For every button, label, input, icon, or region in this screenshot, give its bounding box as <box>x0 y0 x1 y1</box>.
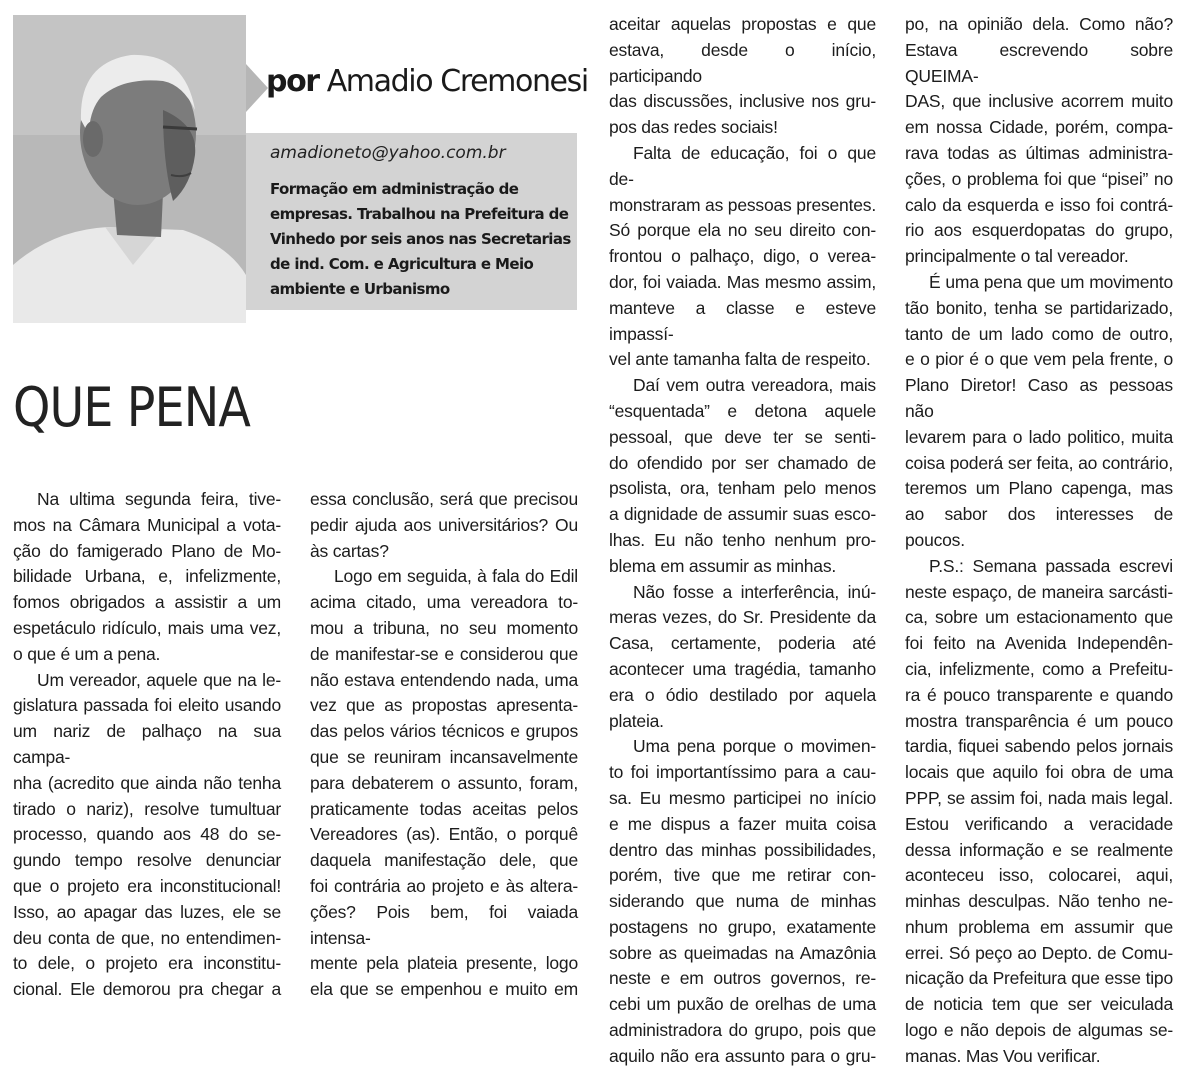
article-line: ao sabor dos interesses de poucos. <box>905 504 1173 550</box>
article-line: administradora do grupo, pois que <box>609 1020 876 1041</box>
article-line: acima citado, uma vereadora to- <box>310 592 578 613</box>
article-line: às cartas? <box>310 540 389 561</box>
article-line: para debaterem o assunto, foram, <box>310 772 578 793</box>
article-column-1 <box>13 487 281 1003</box>
article-line: Uma pena porque o movimen- <box>633 736 876 757</box>
article-line: ra é pouco transparente e quando <box>905 684 1173 705</box>
article-headline: QUE PENA <box>13 376 251 439</box>
article-line: dor, foi vaiada. Mas mesmo assim, <box>609 271 876 292</box>
article-line: tanto de um lado como de outro, <box>905 323 1173 344</box>
article-line: frontou o palhaço, digo, o verea- <box>609 246 876 267</box>
article-line: um nariz de palhaço na sua campa- <box>13 721 281 767</box>
article-line: nicação da Prefeitura que esse tipo <box>905 968 1173 989</box>
article-line: Plano Diretor! Caso as pessoas não <box>905 375 1173 421</box>
article-line: lhas. Eu não tenho nenhum pro- <box>609 529 876 550</box>
article-line: pedir ajuda aos universitários? Ou <box>310 514 578 535</box>
article-line: Logo em seguida, à fala do Edil <box>334 566 578 587</box>
article-line: manteve a classe e esteve impassí- <box>609 297 876 344</box>
article-line: calo da esquerda e isso foi contrá- <box>905 194 1173 215</box>
article-column-3 <box>609 12 876 1070</box>
article-line: deu conta de que, no entendimen- <box>13 927 281 948</box>
author-bio <box>270 177 571 302</box>
byline-prefix: por <box>266 64 319 99</box>
article-line: Na ultima segunda feira, tive- <box>37 489 281 509</box>
bio-line: empresas. Trabalhou na Prefeitura de <box>270 205 569 223</box>
article-line: minhas desculpas. Não tenho ne- <box>905 891 1173 912</box>
article-line: das pelos vários técnicos e grupos <box>310 721 578 742</box>
article-line: to foi importantíssimo para a cau- <box>609 762 876 783</box>
article-line: dentro das minhas possibilidades, <box>609 839 876 860</box>
article-line: mos na Câmara Municipal a vota- <box>13 514 281 535</box>
article-line: neste espaço, de maneira sarcásti- <box>905 581 1173 602</box>
article-line: era o ódio destilado por aquela <box>609 684 876 705</box>
article-line: PPP, se assim foi, nada mais legal. <box>905 787 1173 808</box>
article-line: tardia, fiquei sabendo pelos jornais <box>905 736 1173 757</box>
article-line: sa. Eu mesmo participei no início <box>609 787 876 808</box>
article-line: Um vereador, aquele que na le- <box>37 669 281 690</box>
article-line: ca, sobre um estacionamento que <box>905 607 1173 628</box>
author-photo <box>13 15 246 323</box>
bio-line: de ind. Com. e Agricultura e Meio <box>270 255 534 273</box>
article-line: postagens no grupo, exatamente <box>609 916 876 937</box>
article-line: aceitar aquelas propostas e que <box>609 14 876 34</box>
bio-line: ambiente e Urbanismo <box>270 280 450 298</box>
article-line: porém, tive que me retirar con- <box>609 865 876 886</box>
article-line: mostra transparência é um pouco <box>905 710 1173 731</box>
article-line: a dignidade de assumir suas esco- <box>609 504 876 525</box>
article-line: cional. Ele demorou pra chegar a <box>13 979 281 1000</box>
bio-line: Vinhedo por seis anos nas Secretarias <box>270 230 571 248</box>
author-byline <box>266 64 588 99</box>
article-line: vez que as propostas apresenta- <box>310 695 578 716</box>
article-line: tão bonito, tenha se partidarizado, <box>905 297 1173 318</box>
article-line: aconteceu isso, colocarei, aqui, <box>905 865 1173 886</box>
article-line: fomos obrigados a assistir a um <box>13 592 281 613</box>
article-line: principalmente o tal vereador. <box>905 246 1129 267</box>
article-line: pos das redes sociais! <box>609 117 778 138</box>
article-line: que o projeto era inconstitucional! <box>13 875 281 896</box>
article-line: psolista, ora, tenham pelo menos <box>609 478 876 499</box>
article-line: do ofendido por ser chamado de <box>609 452 876 473</box>
article-line: to dele, o projeto era inconstitu- <box>13 953 281 974</box>
article-line: dessa informação e se realmente <box>905 839 1173 860</box>
article-line: cebi um puxão de orelhas de uma <box>609 994 876 1015</box>
article-line: monstraram as pessoas presentes. <box>609 194 876 215</box>
article-line: neste e em outros governos, re- <box>609 968 876 989</box>
article-line: Estou verificando a veracidade <box>905 813 1173 834</box>
article-line: plateia. <box>609 710 664 731</box>
article-line: acontecer uma tragédia, tamanho <box>609 658 876 679</box>
article-line: ções? Pois bem, foi vaiada intensa- <box>310 901 578 948</box>
article-line: rio aos esquerdopatas do grupo, <box>905 220 1173 241</box>
article-line: pessoal, que deve ter se senti- <box>609 426 876 447</box>
article-line: nhum problema em assumir que <box>905 916 1173 937</box>
article-line: É uma pena que um movimento <box>929 271 1173 292</box>
article-line: ela que se empenhou e muito em <box>310 979 578 1000</box>
article-line: errei. Só peço ao Depto. de Comu- <box>905 942 1173 963</box>
article-line: meras vezes, do Sr. Presidente da <box>609 607 876 628</box>
article-line: foi feito na Avenida Independên- <box>905 633 1173 654</box>
article-line: praticamente todas aceitas pelos <box>310 798 578 819</box>
author-email: amadioneto@yahoo.com.br <box>270 143 506 163</box>
article-line: mou a tribuna, no seu momento <box>310 617 578 638</box>
article-line: das discussões, inclusive nos gru- <box>609 91 876 112</box>
article-line: ção do famigerado Plano de Mo- <box>13 540 281 561</box>
article-column-2 <box>310 487 578 1003</box>
article-line: essa conclusão, será que precisou <box>310 489 578 509</box>
article-line: aquilo não era assunto para o gru- <box>609 1045 876 1066</box>
article-line: processo, quando aos 48 do se- <box>13 824 281 845</box>
article-line: tirado o nariz), resolve tumultuar <box>13 798 281 819</box>
article-line: “esquentada” e detona aquele <box>609 400 876 421</box>
article-line: Vereadores (as). Então, o porquê <box>310 824 578 845</box>
article-line: Isso, ao apagar das luzes, ele se <box>13 901 281 922</box>
article-line: coisa poderá ser feita, ao contrário, <box>905 452 1173 473</box>
bio-line: Formação em administração de <box>270 180 519 198</box>
article-line: po, na opinião dela. Como não? <box>905 14 1173 34</box>
article-line: que se reuniram incansavelmente <box>310 746 578 767</box>
article-line: Estava escrevendo sobre QUEIMA- <box>905 39 1173 86</box>
article-line: de noticia tem que ser veiculada <box>905 994 1173 1015</box>
article-line: siderando que numa de minhas <box>609 891 876 912</box>
article-line: nha (acredito que ainda não tenha <box>13 772 281 793</box>
article-line: P.S.: Semana passada escrevi <box>929 555 1173 576</box>
article-line: não estava entendendo nada, uma <box>310 669 578 690</box>
author-name: Amadio Cremonesi <box>326 64 588 99</box>
article-line: Só porque ela no seu direito con- <box>609 220 876 241</box>
article-line: teremos um Plano capenga, mas <box>905 478 1173 499</box>
article-line: de manifestar-se e considerou que <box>310 643 578 664</box>
article-line: ções, o problema foi que “pisei” no <box>905 168 1173 189</box>
article-line: blema em assumir as minhas. <box>609 555 837 576</box>
article-line: Não fosse a interferência, inú- <box>633 581 876 602</box>
byline-pointer <box>246 64 268 112</box>
article-line: cia, infelizmente, como a Prefeitu- <box>905 658 1173 679</box>
article-line: e o pior é o que vem pela frente, o <box>905 349 1173 370</box>
article-line: manas. Mas Vou verificar. <box>905 1045 1101 1066</box>
article-line: foi contrária ao projeto e às altera- <box>310 875 578 896</box>
article-line: gislatura passada foi eleito usando <box>13 695 281 716</box>
article-line: o que é um a pena. <box>13 643 161 664</box>
article-line: logo e não depois de algumas se- <box>905 1020 1173 1041</box>
article-line: Daí vem outra vereadora, mais <box>633 375 876 396</box>
author-bio-box <box>246 133 577 310</box>
article-line: mente pela plateia presente, logo <box>310 953 578 974</box>
article-line: vel ante tamanha falta de respeito. <box>609 349 871 370</box>
article-line: em nossa Cidade, porém, compa- <box>905 117 1173 138</box>
article-line: gundo tempo resolve denunciar <box>13 850 281 871</box>
article-line: rava todas as últimas administra- <box>905 142 1173 163</box>
article-line: DAS, que inclusive acorrem muito <box>905 91 1173 112</box>
article-line: estava, desde o início, participando <box>609 39 876 86</box>
article-line: daquela manifestação dele, que <box>310 850 578 871</box>
article-line: Falta de educação, foi o que de- <box>609 142 876 189</box>
article-line: bilidade Urbana, e, infelizmente, <box>13 566 281 587</box>
article-line: levarem para o lado politico, muita <box>905 426 1173 447</box>
article-line: e me dispus a fazer muita coisa <box>609 813 876 834</box>
article-line: Casa, certamente, poderia até <box>609 633 876 654</box>
article-line: espetáculo ridículo, mais uma vez, <box>13 617 281 638</box>
article-line: locais que aquilo foi obra de uma <box>905 762 1173 783</box>
article-column-4 <box>905 12 1173 1070</box>
article-line: sobre as queimadas na Amazônia <box>609 942 876 963</box>
